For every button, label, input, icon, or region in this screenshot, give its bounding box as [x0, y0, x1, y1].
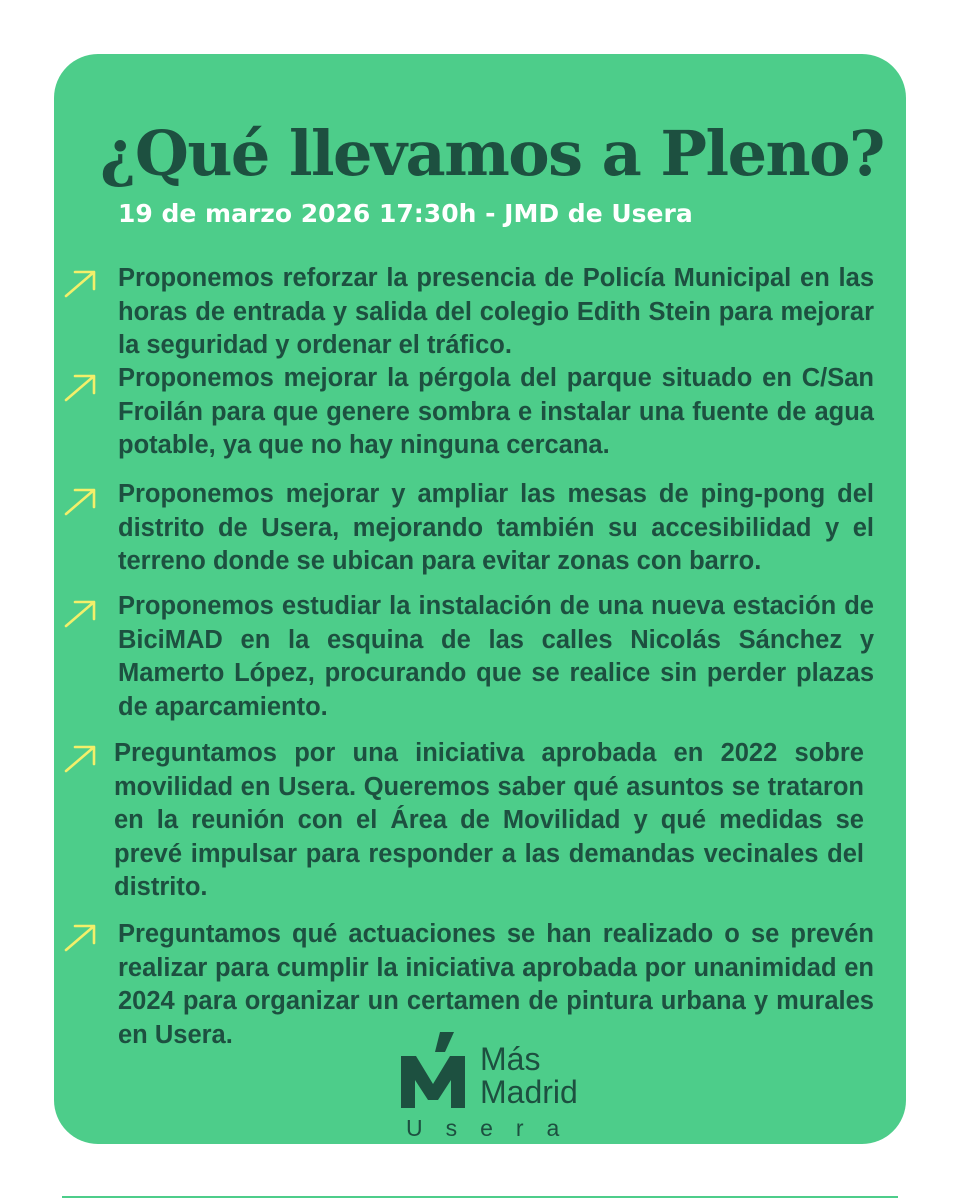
agenda-item-text: Proponemos mejorar y ampliar las mesas de ping-pong del distrito de Usera, mejorando también su accesibilidad y el terreno donde se ubican para evitar zonas con barro.	[118, 480, 874, 575]
arrow-up-right-icon	[60, 266, 100, 300]
footer-divider	[62, 1196, 898, 1198]
event-date-location: 19 de marzo 2026 17:30h - JMD de Usera	[118, 199, 693, 228]
arrow-up-right-icon	[60, 484, 100, 518]
arrow-up-right-icon	[60, 920, 100, 954]
mas-madrid-usera-logo	[398, 1030, 618, 1140]
agenda-item-text: Preguntamos por una iniciativa aprobada en 2022 sobre movilidad en Usera. Queremos saber qué asuntos se trataron en la reunión con el Área de Movilidad y qué medidas se prevé impulsar para responder a las demandas vecinales del distrito.	[114, 739, 864, 901]
arrow-up-right-icon	[60, 370, 100, 404]
arrow-up-right-icon	[60, 596, 100, 630]
agenda-item-text: Proponemos reforzar la presencia de Policía Municipal en las horas de entrada y salida del colegio Edith Stein para mejorar la seguridad y ordenar el tráfico.	[118, 264, 874, 359]
logo-district: Usera	[406, 1115, 583, 1141]
mas-madrid-logo-icon	[398, 1030, 468, 1108]
agenda-item-text: Proponemos mejorar la pérgola del parque situado en C/San Froilán para que genere sombra e instalar una fuente de agua potable, ya que no hay ninguna cercana.	[118, 364, 874, 459]
agenda-item-text: Preguntamos qué actuaciones se han realizado o se prevén realizar para cumplir la iniciativa aprobada por unanimidad en 2024 para organizar un certamen de pintura urbana y murales en Usera.	[118, 920, 874, 1049]
agenda-item-text: Proponemos estudiar la instalación de una nueva estación de BiciMAD en la esquina de las calles Nicolás Sánchez y Mamerto López, procurando que se realice sin perder plazas de aparcamiento.	[118, 592, 874, 721]
page-title: ¿Qué llevamos a Pleno?	[100, 117, 884, 190]
arrow-up-right-icon	[60, 741, 100, 775]
logo-wordmark: Más Madrid	[480, 1041, 578, 1110]
